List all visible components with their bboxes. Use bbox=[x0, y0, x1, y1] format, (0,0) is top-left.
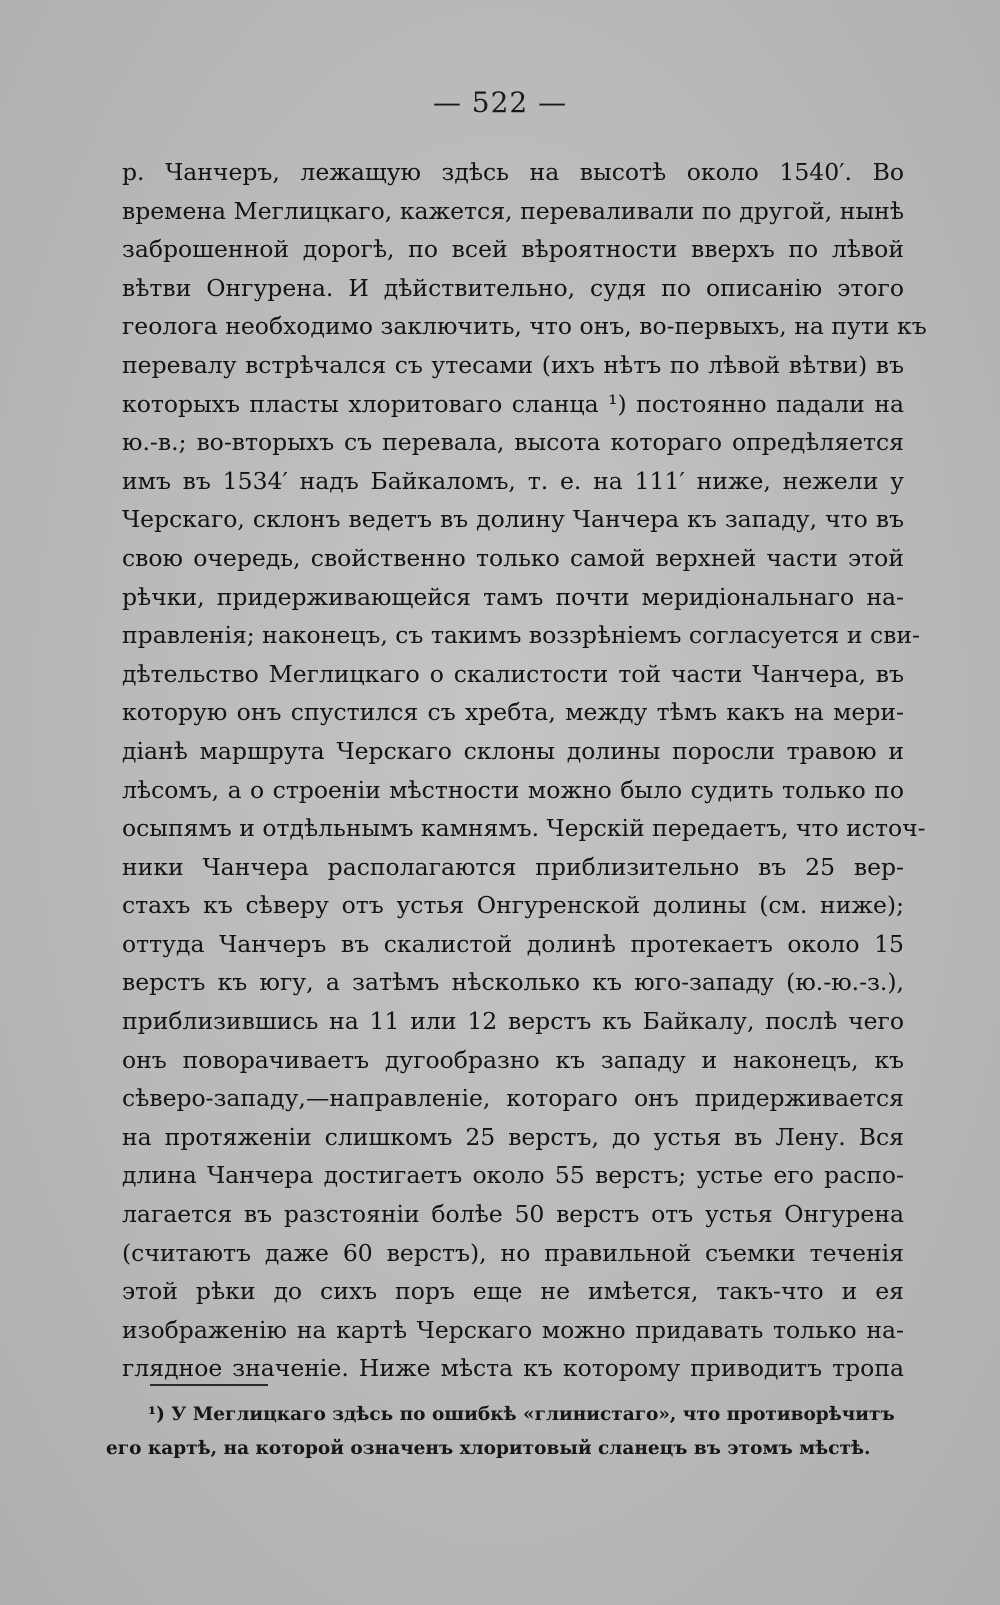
text-line: которыхъ пласты хлоритоваго сланца ¹) постоянно падали на bbox=[122, 389, 904, 418]
text-line: ники Чанчера располагаются приблизительно въ 25 вер- bbox=[122, 852, 904, 881]
text-line: діанѣ маршрута Черскаго склоны долины поросли травою и bbox=[122, 736, 904, 765]
text-line: рѣчки, придерживающейся тамъ почти меридіональнаго на- bbox=[122, 582, 904, 611]
text-line: онъ поворачиваетъ дугообразно къ западу и наконецъ, къ bbox=[122, 1045, 904, 1074]
text-line: заброшенной дорогѣ, по всей вѣроятности вверхъ по лѣвой bbox=[122, 235, 904, 264]
text-line: лѣсомъ, а о строеніи мѣстности можно было судить только по bbox=[122, 775, 904, 804]
text-line: которую онъ спустился съ хребта, между тѣмъ какъ на мери- bbox=[122, 698, 904, 727]
page-number: — 522 — bbox=[432, 86, 568, 119]
text-line: вѣтви Онгурена. И дѣйствительно, судя по описанію этого bbox=[122, 273, 904, 302]
text-line: р. Чанчеръ, лежащую здѣсь на высотѣ около 1540′. Во bbox=[122, 158, 904, 186]
footnote-line: его картѣ, на которой означенъ хлоритовый сланецъ въ этомъ мѣстѣ. bbox=[106, 1438, 871, 1459]
text-line: осыпямъ и отдѣльнымъ камнямъ. Черскій передаетъ, что источ- bbox=[122, 814, 926, 843]
text-line: этой рѣки до сихъ поръ еще не имѣется, такъ-что и ея bbox=[122, 1277, 904, 1306]
text-line: оттуда Чанчеръ въ скалистой долинѣ протекаетъ около 15 bbox=[122, 929, 904, 958]
text-line: перевалу встрѣчался съ утесами (ихъ нѣтъ по лѣвой вѣтви) въ bbox=[122, 350, 904, 379]
footnote-separator bbox=[150, 1384, 268, 1386]
text-line: дѣтельство Меглицкаго о скалистости той части Чанчера, въ bbox=[122, 659, 904, 688]
text-line: стахъ къ сѣверу отъ устья Онгуренской долины (см. ниже); bbox=[122, 891, 904, 920]
text-line: свою очередь, свойственно только самой верхней части этой bbox=[122, 543, 904, 572]
text-line: лагается въ разстояніи болѣе 50 верстъ отъ устья Онгурена bbox=[122, 1200, 904, 1229]
text-line: верстъ къ югу, а затѣмъ нѣсколько къ юго-западу (ю.-ю.-з.), bbox=[122, 968, 904, 997]
text-line: на протяженіи слишкомъ 25 верстъ, до устья въ Лену. Вся bbox=[122, 1122, 904, 1151]
text-line: геолога необходимо заключить, что онъ, во-первыхъ, на пути къ bbox=[122, 312, 927, 341]
text-line: имъ въ 1534′ надъ Байкаломъ, т. е. на 111′ ниже, нежели у bbox=[122, 466, 904, 495]
text-line: (считаютъ даже 60 верстъ), но правильной съемки теченія bbox=[122, 1238, 904, 1267]
text-line: изображенію на картѣ Черскаго можно придавать только на- bbox=[122, 1315, 904, 1344]
text-line: глядное значеніе. Ниже мѣста къ которому приводитъ тропа bbox=[122, 1354, 904, 1383]
text-line: длина Чанчера достигаетъ около 55 верстъ; устье его распо- bbox=[122, 1161, 904, 1190]
text-line: Черскаго, склонъ ведетъ въ долину Чанчера къ западу, что въ bbox=[122, 505, 904, 534]
footnote bbox=[106, 1398, 895, 1466]
footnote-line: ¹) У Меглицкаго здѣсь по ошибкѣ «глинистаго», что противорѣчитъ bbox=[148, 1404, 895, 1425]
text-line: ю.-в.; во-вторыхъ съ перевала, высота котораго опредѣляется bbox=[122, 428, 904, 457]
text-line: времена Меглицкаго, кажется, переваливали по другой, нынѣ bbox=[122, 196, 904, 225]
text-line: приблизившись на 11 или 12 верстъ къ Байкалу, послѣ чего bbox=[122, 1007, 904, 1036]
body-text bbox=[122, 153, 927, 1388]
text-line: сѣверо-западу,—направленіе, котораго онъ придерживается bbox=[122, 1084, 904, 1113]
text-line: правленія; наконецъ, съ такимъ воззрѣніемъ согласуется и сви- bbox=[122, 621, 920, 650]
